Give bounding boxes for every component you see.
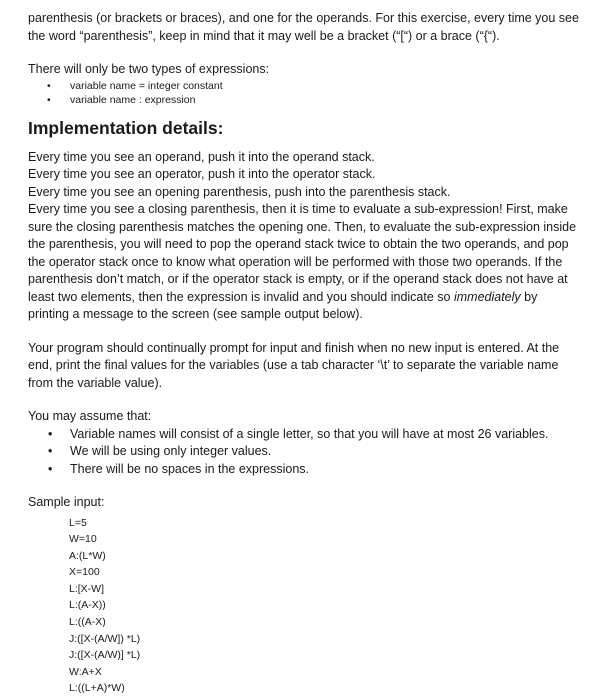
- assumptions-list: [28, 426, 580, 479]
- list-item: • variable name = integer constant: [28, 79, 580, 94]
- sample-input-section: [28, 494, 580, 697]
- implementation-line: [28, 201, 580, 324]
- list-item: • We will be using only integer values.: [28, 443, 580, 461]
- closing-paren-text: Every time you see a closing parenthesis, then it is time to evaluate a sub-expression! First, make sure the closing parenthesis matches the opening one. Then, to evaluate the sub-expression inside the parenthesis, you will need to pop the operand stack twice to obtain the two operands, and pop the operator stack once to know what operation will be performed with those two operands. If the parenthesis don’t match, or if the operator stack is empty, or if the operand stack does not have at least two elements, then the expression is invalid and you should indicate so: [28, 202, 577, 304]
- implementation-section: [28, 149, 580, 324]
- sample-line: J:([X-(A/W)] *L): [69, 649, 141, 662]
- list-item: • There will be no spaces in the expressions.: [28, 461, 580, 479]
- sample-line: X=100: [69, 566, 100, 579]
- prompt-paragraph: Your program should continually prompt for input and finish when no new input is entered. At the end, print the final values for the variables (use a tab character ‘\t’ to separate the variable name from the variable value).: [28, 340, 560, 390]
- expression-types-section: [28, 61, 580, 108]
- assumptions-section: [28, 408, 580, 478]
- expression-types-heading: There will only be two types of expressions:: [28, 62, 270, 76]
- sample-line: W:A+X: [69, 665, 102, 678]
- sample-line: L:[X-W]: [69, 582, 105, 595]
- sample-input-heading: Sample input:: [28, 495, 105, 509]
- expression-types-list: [28, 79, 580, 108]
- closing-paren-tail: by printing a message to the screen (see sample output below).: [28, 289, 538, 321]
- sample-line: J:([X-(A/W]) *L): [69, 632, 141, 645]
- sample-line: A:(L*W): [69, 549, 106, 562]
- sample-line: W=10: [69, 533, 97, 546]
- emphasis-text: immediately: [453, 289, 521, 304]
- intro-paragraph: parenthesis (or brackets or braces), and one for the operands. For this exercise, every time you see the word “parenthesis”, keep in mind that it may well be a bracket (“[“) or a brace (“{“).: [28, 11, 579, 43]
- list-item: • Variable names will consist of a single letter, so that you will have at most 26 variables.: [28, 426, 580, 444]
- implementation-line: Every time you see an operator, push it into the operator stack.: [28, 167, 376, 181]
- sample-input-lines: [28, 515, 580, 698]
- implementation-line: Every time you see an opening parenthesis, push into the parenthesis stack.: [28, 184, 451, 199]
- implementation-line: Every time you see an operand, push it into the operand stack.: [28, 149, 375, 164]
- assumptions-heading: You may assume that:: [28, 409, 152, 423]
- sample-line: L=5: [69, 516, 87, 529]
- list-item: • variable name : expression: [28, 93, 580, 108]
- implementation-heading: Implementation details:: [28, 117, 224, 138]
- sample-line: L:((A-X): [69, 616, 106, 629]
- sample-line: L:(A-X)): [69, 599, 106, 612]
- sample-line: L:((L+A)*W): [69, 682, 125, 695]
